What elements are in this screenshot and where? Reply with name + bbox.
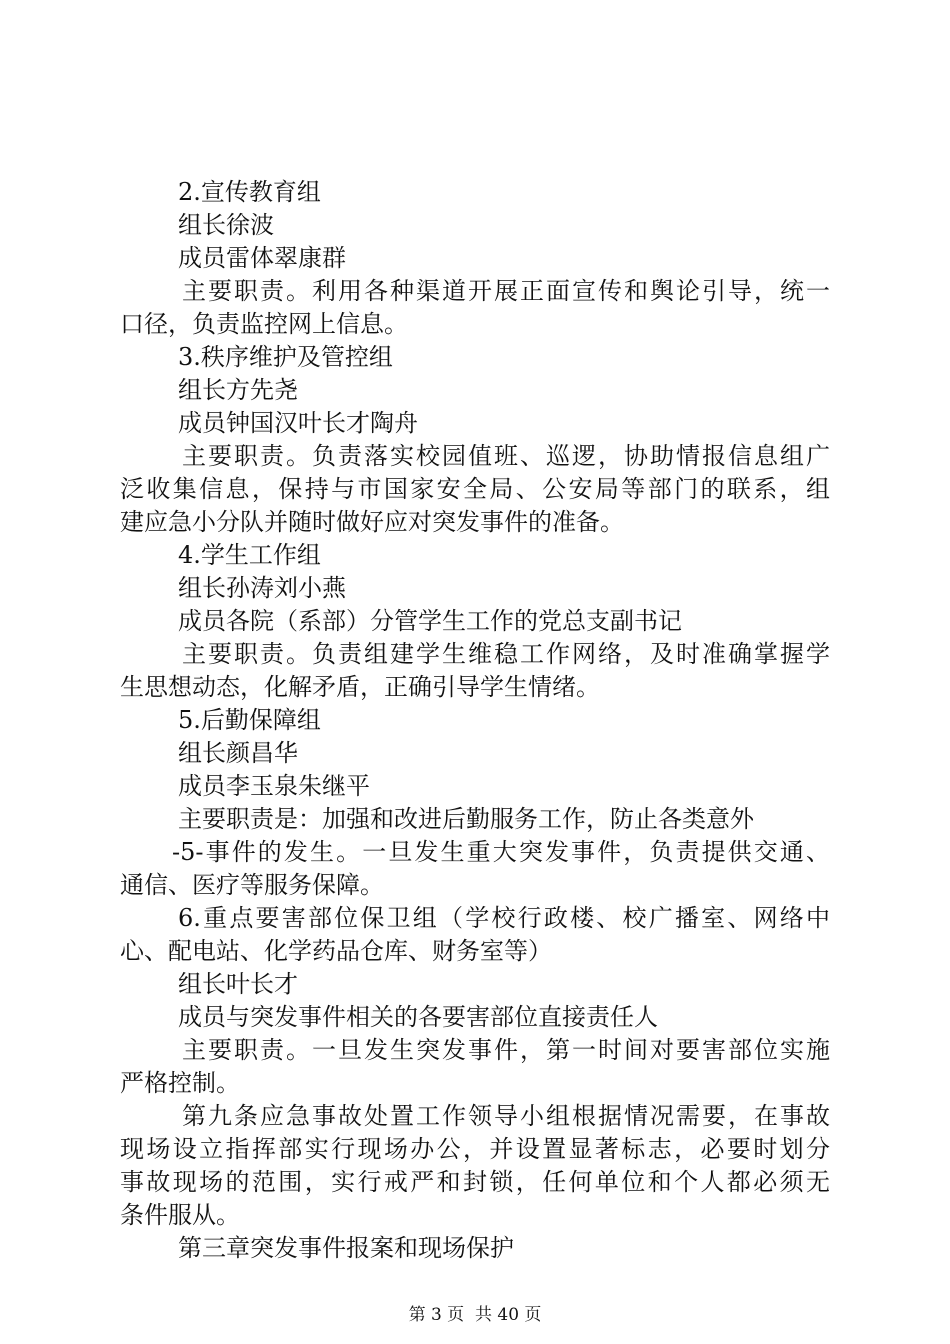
- paragraph-line: 严格控制。: [120, 1069, 240, 1097]
- paragraph-line: 组长孙涛刘小燕: [178, 574, 346, 602]
- paragraph-line: 成员与突发事件相关的各要害部位直接责任人: [178, 1003, 658, 1031]
- paragraph-line: 第九条应急事故处置工作领导小组根据情况需要，在事故: [182, 1102, 830, 1130]
- paragraph-line: -5-事件的发生。一旦发生重大突发事件，负责提供交通、: [172, 838, 830, 866]
- paragraph-line: 成员李玉泉朱继平: [178, 772, 370, 800]
- paragraph-line: 事故现场的范围，实行戒严和封锁，任何单位和个人都必须无: [120, 1168, 830, 1196]
- paragraph-line: 建应急小分队并随时做好应对突发事件的准备。: [120, 508, 624, 536]
- paragraph-line: 心、配电站、化学药品仓库、财务室等）: [120, 937, 552, 965]
- paragraph-line: 组长方先尧: [178, 376, 298, 404]
- paragraph-line: 现场设立指挥部实行现场办公，并设置显著标志，必要时划分: [120, 1135, 830, 1163]
- section-heading: 6.重点要害部位保卫组（学校行政楼、校广播室、网络中: [178, 904, 830, 932]
- paragraph-line: 成员雷体翠康群: [178, 244, 346, 272]
- paragraph-line: 组长叶长才: [178, 970, 298, 998]
- paragraph-line: 组长徐波: [178, 211, 274, 239]
- paragraph-line: 组长颜昌华: [178, 739, 298, 767]
- page-footer: 第 3 页 共 40 页: [408, 1305, 542, 1325]
- section-heading: 2.宣传教育组: [178, 178, 321, 206]
- paragraph-line: 主要职责。一旦发生突发事件，第一时间对要害部位实施: [182, 1036, 830, 1064]
- section-heading: 5.后勤保障组: [178, 706, 321, 734]
- paragraph-line: 生思想动态，化解矛盾，正确引导学生情绪。: [120, 673, 600, 701]
- chapter-heading: 第三章突发事件报案和现场保护: [178, 1234, 514, 1262]
- section-heading: 3.秩序维护及管控组: [178, 343, 393, 371]
- paragraph-line: 主要职责。负责落实校园值班、巡逻，协助情报信息组广: [182, 442, 830, 470]
- paragraph-line: 成员各院（系部）分管学生工作的党总支副书记: [178, 607, 682, 635]
- paragraph-line: 条件服从。: [120, 1201, 240, 1229]
- section-heading: 4.学生工作组: [178, 541, 321, 569]
- paragraph-line: 口径，负责监控网上信息。: [120, 310, 408, 338]
- paragraph-line: 成员钟国汉叶长才陶舟: [178, 409, 418, 437]
- paragraph-line: 主要职责。利用各种渠道开展正面宣传和舆论引导，统一: [182, 277, 830, 305]
- paragraph-line: 主要职责是：加强和改进后勤服务工作，防止各类意外: [178, 805, 754, 833]
- paragraph-line: 主要职责。负责组建学生维稳工作网络，及时准确掌握学: [182, 640, 830, 668]
- paragraph-line: 泛收集信息，保持与市国家安全局、公安局等部门的联系，组: [120, 475, 830, 503]
- paragraph-line: 通信、医疗等服务保障。: [120, 871, 384, 899]
